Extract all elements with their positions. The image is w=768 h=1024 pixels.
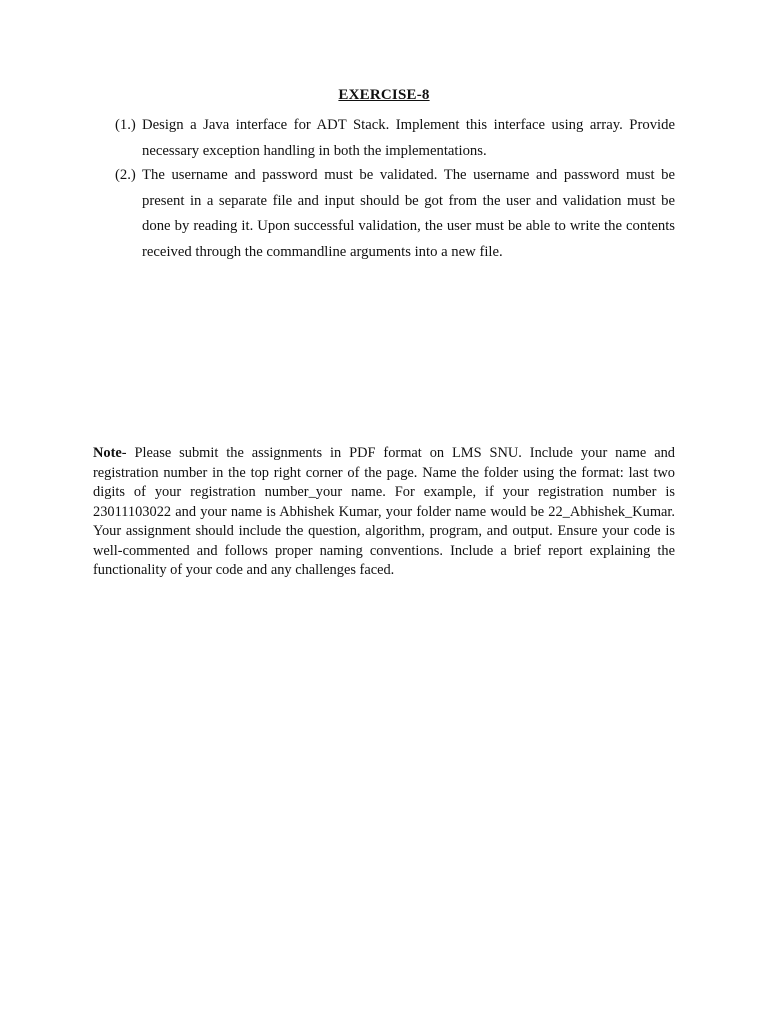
question-item bbox=[115, 113, 675, 164]
submission-note bbox=[93, 444, 675, 581]
note-label: Note bbox=[93, 445, 122, 461]
note-text: - Please submit the assignments in PDF format on LMS SNU. Include your name and registration number in the top right corner of the page. Name the folder using the format: last two digits of your registration number_your name. For example, if your registration number is 23011103022 and your name is Abhishek Kumar, your folder name would be 22_Abhishek_Kumar. Your assignment should include the question, algorithm, program, and output. Ensure your code is well-commented and follows proper naming conventions. Include a brief report explaining the functionality of your code and any challenges faced. bbox=[93, 445, 675, 578]
question-text: The username and password must be validated. The username and password must be present in a separate file and input should be got from the user and validation must be done by reading it. Upon successful validation, the user must be able to write the contents received through the commandline arguments into a new file. bbox=[142, 167, 675, 260]
question-item bbox=[115, 163, 675, 265]
question-text: Design a Java interface for ADT Stack. Implement this interface using array. Provide necessary exception handling in both the implementations. bbox=[142, 117, 675, 159]
exercise-title: EXERCISE-8 bbox=[338, 87, 430, 103]
question-number: (2.) bbox=[115, 167, 136, 183]
question-number: (1.) bbox=[115, 117, 136, 133]
